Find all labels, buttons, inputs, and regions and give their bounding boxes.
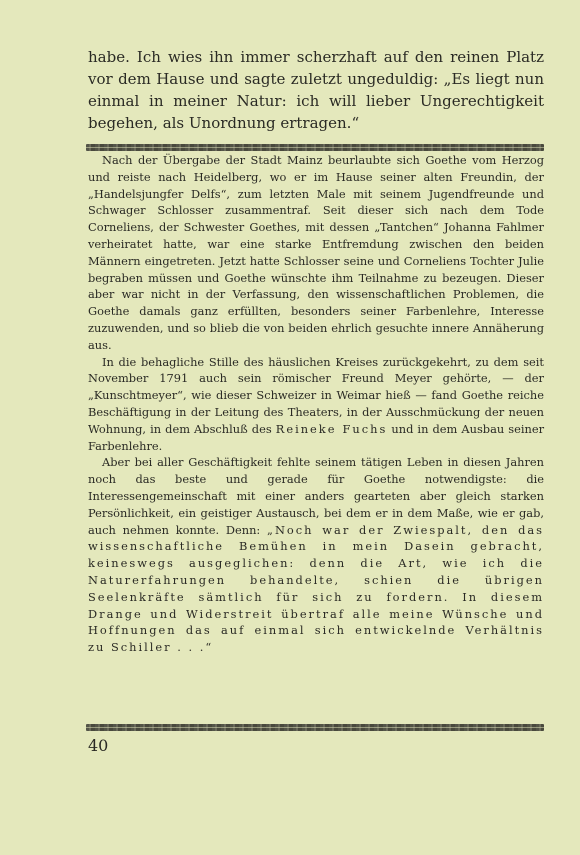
- quoted-passage: [88, 46, 544, 134]
- paragraph-2-end: und in dem Ausbau seiner Farbenlehre.: [88, 421, 545, 453]
- paragraph-2-start: In die behagliche Stille des häuslichen Kreises zurückgekehrt, zu dem seit November 1791 auch sein römischer Freund Meyer gehörte, — der „Kunschtmeyer“, wie dieser Schweizer in Weimar hieß — fand Goethe reiche Beschäftigung in der Leitung des Theaters, in der Ausschmückung der neuen Wohnung, in dem Abschluß des: [88, 354, 544, 436]
- ornamental-rule-bottom: [86, 724, 544, 731]
- commentary-text: [88, 152, 544, 656]
- top-paragraph: habe. Ich wies ihn immer scherzhaft auf den reinen Platz vor dem Hause und sagte zuletzt ungeduldig: „Es liegt nun einmal in meiner Natur: ich will lieber Ungerechtigkeit begehen, als Unordnung ertragen.“: [88, 48, 544, 132]
- paragraph-3-start: Aber bei aller Geschäftigkeit fehlte seinem tätigen Leben in diesen Jahren noch das beste und gerade für Goethe notwendigste: die Interessengemeinschaft mit einer anders gearteten aber gleich starken Persönlichkeit, ein geistiger Austausch, bei dem er in dem Maße, wie er gab, auch nehmen konnte. Denn:: [88, 455, 544, 537]
- page-number: 40: [88, 736, 109, 755]
- ornamental-rule-top: [86, 144, 544, 151]
- paragraph-3: [88, 454, 544, 656]
- paragraph-2: [88, 354, 544, 455]
- goethe-quote: „Noch war der Zwiespalt, den das wissenschaftliche Bemühen in mein Dasein gebracht, keineswegs ausgeglichen: denn die Art, wie ich die Naturerfahrungen behandelte, schien die übrigen Seelenkräfte sämtlich für sich zu fordern. In diesem Drange und Widerstreit übertraf alle meine Wünsche und Hoffnungen das auf einmal sich entwickelnde Verhältnis zu Schiller . . .“: [88, 522, 544, 655]
- work-title-reineke-fuchs: Reineke Fuchs: [275, 421, 388, 436]
- paragraph-1: Nach der Übergabe der Stadt Mainz beurlaubte sich Goethe vom Herzog und reiste nach Heidelberg, wo er im Hause seiner alten Freundin, der „Handelsjungfer Delfs“, zum letzten Male mit seinem Jugendfreunde und Schwager Schlosser zusammentraf. Seit dieser sich nach dem Tode Corneliens, der Schwester Goethes, mit dessen „Tantchen“ Johanna Fahlmer verheiratet hatte, war eine starke Entfremdung zwischen den beiden Männern eingetreten. Jetzt hatte Schlosser seine und Corneliens Tochter Julie begraben müssen und Goethe wünschte ihm Teilnahme zu bezeugen. Dieser aber war nicht in der Verfassung, den wissenschaftlichen Problemen, die Goethe damals ganz erfüllten, besonders seiner Farbenlehre, Interesse zuzuwenden, und so blieb die von beiden ehrlich gesuchte innere Annäherung aus.: [88, 153, 544, 352]
